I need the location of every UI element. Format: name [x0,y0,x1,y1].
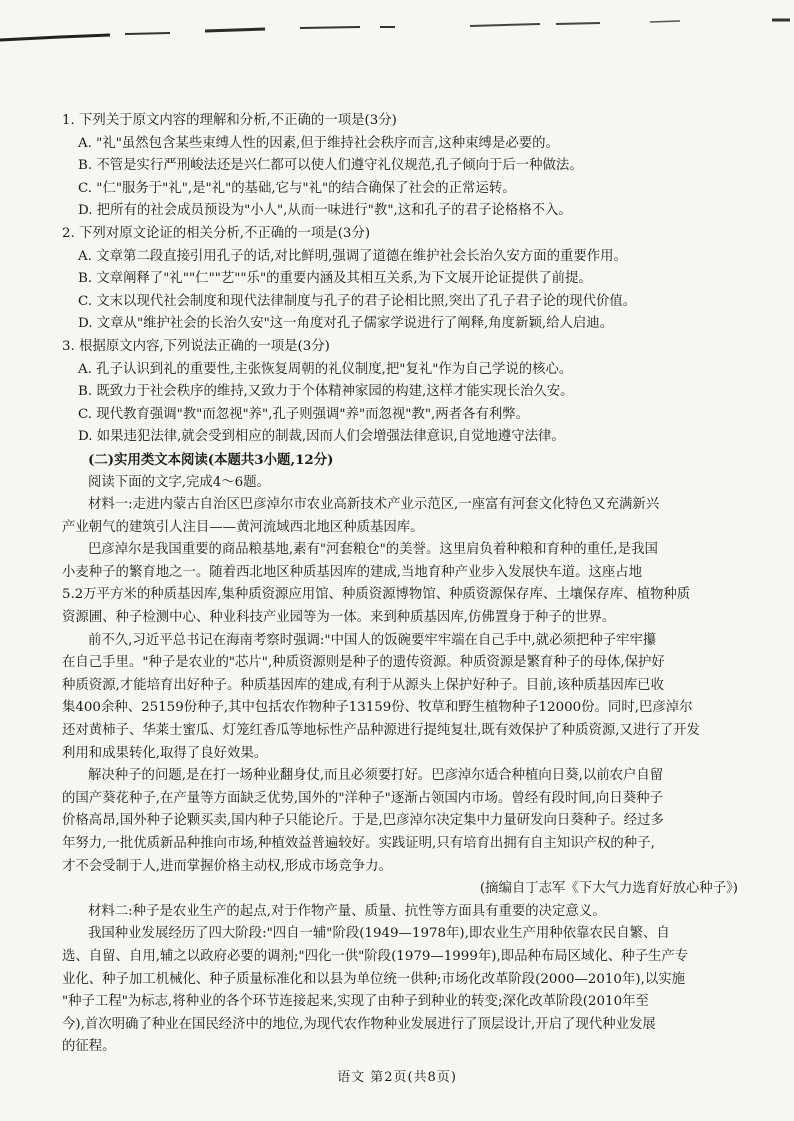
option-c: C. 文末以现代社会制度和现代法律制度与孔子的君子论相比照,突出了孔子君子论的现代价值。 [78,293,637,309]
section-heading: (二)实用类文本阅读(本题共3小题,12分) [88,451,334,468]
paragraph-line: 产业朝气的建筑引人注目——黄河流域西北地区种质基因库。 [62,519,424,535]
option-b: B. 不管是实行严刑峻法还是兴仁都可以使人们遵守礼仪规范,孔子倾向于后一种做法。 [78,158,583,174]
paragraph-line: 选、自留、自用,辅之以政府必要的调剂;"四化一供"阶段(1979—1999年),即品种布局区域化、种子生产专 [62,948,689,964]
option-b: B. 既致力于社会秩序的维持,又致力于个体精神家园的构建,这样才能实现长治久安。 [78,384,574,400]
paragraph-line: 材料一:走进内蒙古自治区巴彦淖尔市农业高新技术产业示范区,一座富有河套文化特色又充满新兴 [88,497,660,513]
source-citation: (摘编自丁志军《下大气力选育好放心种子》) [479,881,738,897]
paragraph-line: 业化、种子加工机械化、种子质量标准化和以县为单位统一供种;市场化改革阶段(2000—2010年),以实施 [62,971,685,987]
paragraph-line: 小麦种子的繁育地之一。随着西北地区种质基因库的建成,当地育种产业步入发展快车道。这座占地 [62,564,643,580]
material-2 [62,901,742,1059]
option-b: B. 文章阐释了"礼""仁""艺""乐"的重要内涵及其相互关系,为下文展开论证提供了前提。 [78,271,592,287]
paragraph-line: 年努力,一批优质新品种推向市场,种植效益普遍较好。实践证明,只有培育出拥有自主知识产权的种子, [62,836,655,851]
paragraph-line: 的国产葵花种子,在产量等方面缺乏优势,国外的"洋种子"逐渐占领国内市场。曾经有段时间,向日葵种子 [62,790,663,806]
paragraph-line: 才不会受制于人,进而掌握价格主动权,形成市场竞争力。 [62,858,392,874]
section-instruction: 阅读下面的文字,完成4～6题。 [88,474,270,490]
paragraph-line: 的征程。 [62,1039,116,1055]
question-stem: 2. 下列对原文论证的相关分析,不正确的一项是(3分) [62,225,371,241]
exam-page [62,110,742,1059]
material-1 [62,494,742,901]
paragraph-line: 在自己手里。"种子是农业的"芯片",种质资源则是种子的遗传资源。种质资源是繁育种子的母体,保护好 [62,655,665,671]
paragraph-line: 集400余种、25159份种子,其中包括农作物种子13159份、牧草和野生植物种子12000份。同时,巴彦淖尔 [62,700,693,716]
paragraph-line: 我国种业发展经历了四大阶段:"四自一辅"阶段(1949—1978年),即农业生产用种依靠农民自繁、自 [88,926,670,942]
question-3 [62,336,742,449]
paragraph-line: 价格高昂,国外种子论颗买卖,国内种子只能论斤。于是,巴彦淖尔决定集中力量研发向日葵种子。经过多 [62,813,664,829]
paragraph-line: 还对黄柿子、华莱士蜜瓜、灯笼红香瓜等地标性产品种源进行提纯复壮,既有效保护了种质资源,又进行了开发 [62,723,700,739]
paragraph-line: 今),首次明确了种业在国民经济中的地位,为现代农作物种业发展进行了顶层设计,开启了现代种业发展 [62,1016,656,1032]
option-a: A. 孔子认识到礼的重要性,主张恢复周朝的礼仪制度,把"复礼"作为自己学说的核心。 [78,361,573,377]
paragraph-line: 巴彦淖尔是我国重要的商品粮基地,素有"河套粮仓"的美誉。这里肩负着种粮和育种的重任,是我国 [88,542,658,558]
question-stem: 3. 根据原文内容,下列说法正确的一项是(3分) [62,338,330,354]
question-1 [62,110,742,223]
paragraph-line: 前不久,习近平总书记在海南考察时强调:"中国人的饭碗要牢牢端在自己手中,就必须把种子牢牢攥 [88,632,657,648]
option-d: D. 如果违犯法律,就会受到相应的制裁,因而人们会增强法律意识,自觉地遵守法律。 [78,429,565,445]
option-c: C. "仁"服务于"礼",是"礼"的基础,它与"礼"的结合确保了社会的正常运转。 [78,180,516,196]
option-d: D. 把所有的社会成员预设为"小人",从而一味进行"教",这和孔子的君子论格格不入。 [78,203,572,219]
paragraph-line: 种质资源,才能培育出好种子。种质基因库的建成,有利于从源头上保护好种子。目前,该种质基因库已收 [62,677,664,693]
scan-edge-marks [0,18,794,48]
question-stem: 1. 下列关于原文内容的理解和分析,不正确的一项是(3分) [62,113,397,128]
option-a: A. 文章第二段直接引用孔子的话,对比鲜明,强调了道德在维护社会长治久安方面的重要作用。 [78,248,627,264]
option-a: A. "礼"虽然包含某些束缚人性的因素,但于维持社会秩序而言,这种束缚是必要的。 [78,135,559,151]
option-d: D. 文章从"维护社会的长治久安"这一角度对孔子儒家学说进行了阐释,角度新颖,给人启迪。 [78,316,614,332]
paragraph-line: 资源圃、种子检测中心、种业科技产业园等为一体。来到种质基因库,仿佛置身于种子的世界。 [62,610,616,626]
page-footer: 语文 第2页(共8页) [337,1070,457,1085]
paragraph-line: 解决种子的问题,是在打一场种业翻身仗,而且必须要打好。巴彦淖尔适合种植向日葵,以前农户自留 [88,768,664,784]
paragraph-line: "种子工程"为标志,将种业的各个环节连接起来,实现了由种子到种业的转变;深化改革阶段(2010年至 [62,994,649,1010]
paragraph-line: 材料二:种子是农业生产的起点,对于作物产量、质量、抗性等方面具有重要的决定意义。 [88,903,606,919]
paragraph-line: 5.2万平方米的种质基因库,集种质资源应用馆、种质资源博物馆、种质资源保存库、土壤保存库、植物种质 [62,587,691,603]
paragraph-line: 利用和成果转化,取得了良好效果。 [62,745,268,761]
option-c: C. 现代教育强调"教"而忽视"养",孔子则强调"养"而忽视"教",两者各有利弊。 [78,406,530,422]
question-2 [62,223,742,336]
